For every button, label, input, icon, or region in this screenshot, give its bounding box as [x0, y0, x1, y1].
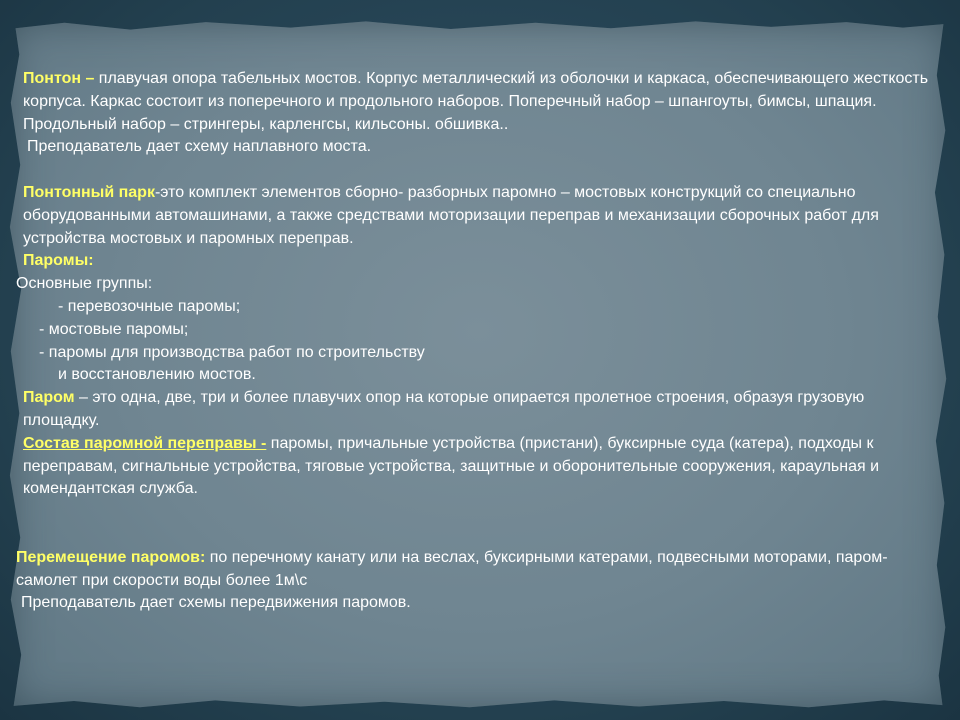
paromy-item-3b-text: и восстановлению мостов. [58, 366, 256, 384]
slide-content [9, 68, 944, 615]
peremeshenie-term: Перемещение паромов: [16, 548, 206, 566]
paromy-item-2 [9, 319, 944, 342]
paromy-item-1 [9, 296, 944, 319]
parom-term: Паром [23, 389, 75, 407]
peremeshenie-note [9, 592, 944, 615]
peremeshenie-note-text: Преподаватель дает схемы передвижения паромов. [21, 594, 411, 612]
paromy-term: Паромы: [23, 252, 94, 270]
paromy-item-2-text: - мостовые паромы; [39, 320, 189, 338]
spacer [9, 159, 944, 182]
parom-text: – это одна, две, три и более плавучих опор на которые опирается пролетное строения, образуя грузовую площадку. [23, 389, 865, 429]
ponton-paragraph [9, 68, 944, 136]
sostav-text: паромы, причальные устройства (пристани), буксирные суда (катера), подходы к переправам, сигнальные устройства, тяговые устройства, защитные и оборонительные сооружения, караульная и комендантская служба. [23, 434, 880, 498]
paromy-groups-text: Основные группы: [16, 275, 153, 293]
paromy-heading [9, 250, 944, 273]
paromy-groups [9, 273, 944, 296]
sostav-paragraph [9, 433, 944, 501]
peremeshenie-paragraph [9, 547, 944, 593]
peremeshenie-text: по перечному канату или на веслах, буксирными катерами, подвесными моторами, паром- самолет при скорости воды более 1м\с [16, 548, 888, 589]
ponton-note-text: Преподаватель дает схему наплавного моста. [27, 138, 372, 156]
park-text: -это комплект элементов сборно- разборных паромно – мостовых конструкций со специально оборудованными автомашинами, а также средствами моторизации переправ и механизации сборочных работ для устройства мостовых и паромных переправ. [23, 183, 879, 247]
ponton-note [9, 136, 944, 159]
park-paragraph [9, 182, 944, 250]
paromy-item-3 [9, 342, 944, 365]
sostav-term: Состав паромной переправы - [23, 434, 267, 452]
paromy-item-3-text: - паромы для производства работ по строительству [39, 343, 425, 361]
ponton-term: Понтон – [23, 70, 95, 87]
park-term: Понтонный парк [23, 183, 155, 201]
parom-paragraph [9, 387, 944, 433]
ponton-text: плавучая опора табельных мостов. Корпус металлический из оболочки и каркаса, обеспечивающего жесткость корпуса. Каркас состоит из поперечного и продольного наборов. Поперечный набор – шпангоуты, бимсы, шпация. Продольный набор – стрингеры, карленгсы, кильсоны. обшивка.. [23, 70, 929, 133]
paromy-item-3b [9, 364, 944, 387]
paromy-item-1-text: - перевозочные паромы; [58, 297, 241, 315]
spacer [9, 501, 944, 547]
